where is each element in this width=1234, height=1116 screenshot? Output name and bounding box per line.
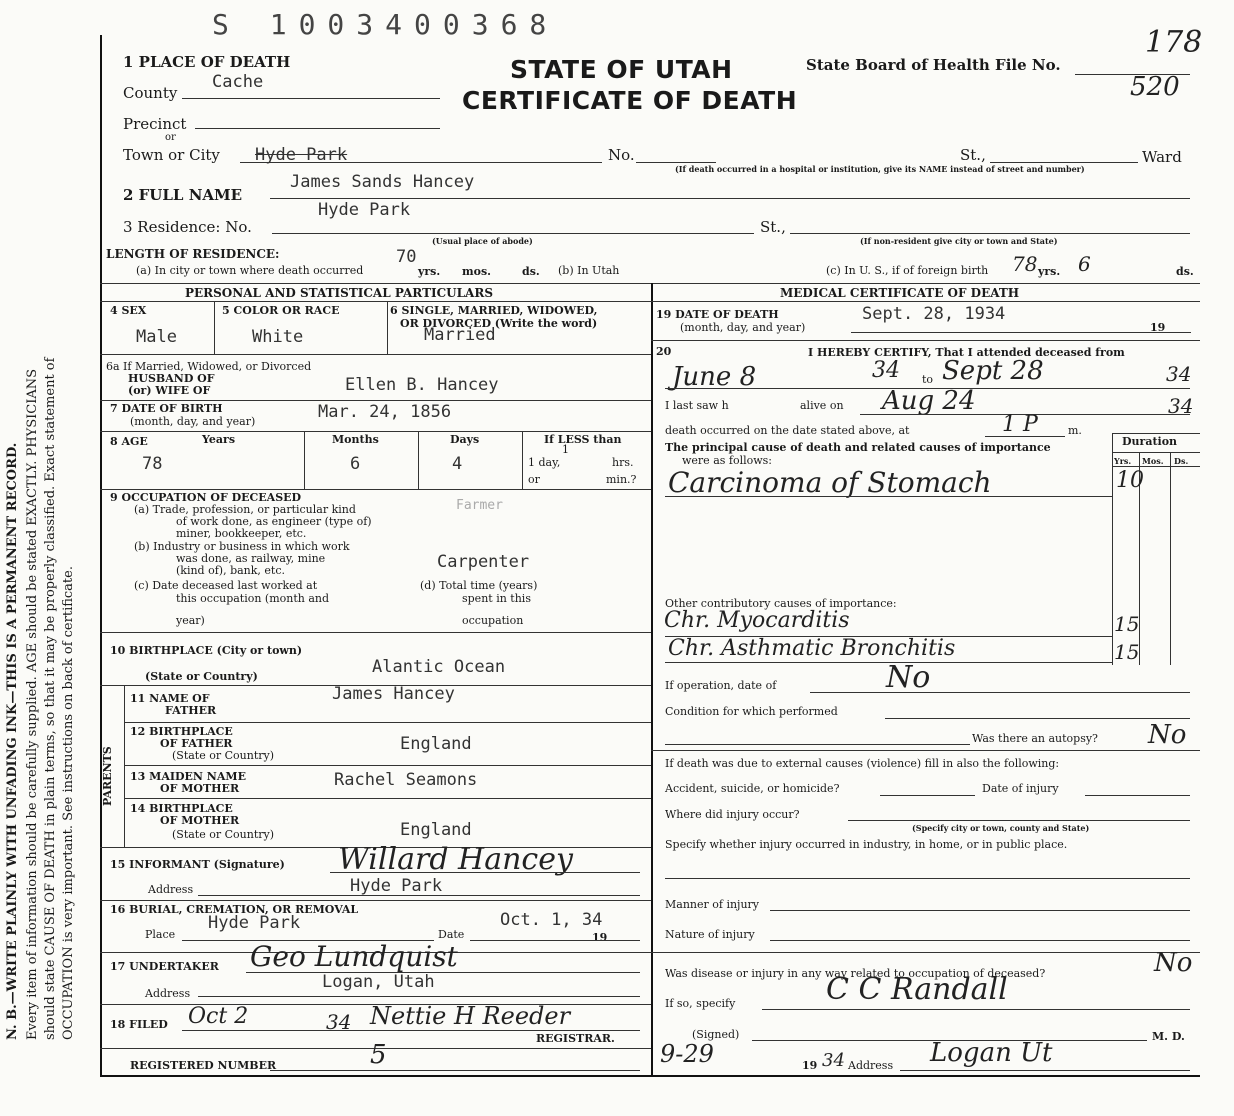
birthplace-value: Alantic Ocean xyxy=(372,657,506,677)
town-value: Hyde Park xyxy=(255,145,348,165)
sex-value: Male xyxy=(136,327,177,347)
medical-heading: MEDICAL CERTIFICATE OF DEATH xyxy=(780,286,1020,300)
ward-label: Ward xyxy=(1142,148,1182,166)
undertaker-signature: Geo Lundquist xyxy=(250,940,458,973)
father-birthplace: England xyxy=(400,734,472,754)
contributory-cause-1: Chr. Myocarditis xyxy=(664,608,850,633)
occupation-related-value: No xyxy=(1154,948,1193,978)
filed-year: 34 xyxy=(326,1010,352,1034)
state-title: STATE OF UTAH xyxy=(510,55,733,84)
undertaker-address: Logan, Utah xyxy=(322,972,435,992)
personal-heading: PERSONAL AND STATISTICAL PARTICULARS xyxy=(185,286,494,300)
spouse-value: Ellen B. Hancey xyxy=(345,375,499,395)
color-value: White xyxy=(252,327,304,347)
county-label: County xyxy=(123,84,178,102)
parents-label: PARENTS xyxy=(101,746,114,806)
age-days: 4 xyxy=(452,454,463,474)
margin-instruction-3: should state CAUSE OF DEATH in plain terms, so that it may be properly classified. Exact statement of xyxy=(43,357,58,1040)
operation-value: No xyxy=(886,660,931,695)
burial-place: Hyde Park xyxy=(208,913,301,933)
margin-instruction-2: Every item of information should be carefully supplied. AGE should be stated EXACTLY. PHYSICIANS xyxy=(25,368,40,1040)
file-no-bottom: 520 xyxy=(1130,72,1180,102)
duration-label: Duration xyxy=(1122,435,1178,448)
residence-years: 70 xyxy=(396,247,417,267)
hospital-note: (If death occurred in a hospital or institution, give its NAME instead of street and number) xyxy=(675,164,1085,174)
age-years: 78 xyxy=(142,454,163,474)
father-name: James Hancey xyxy=(332,684,455,704)
physician-signature: C C Randall xyxy=(826,972,1008,1007)
marital-value: Married xyxy=(424,325,496,345)
bottom-border xyxy=(100,1075,1200,1077)
residence-st-label: St., xyxy=(760,218,786,236)
residence-value: Hyde Park xyxy=(318,200,411,220)
informant-address: Hyde Park xyxy=(350,876,443,896)
no-label: No. xyxy=(608,146,635,164)
informant-signature: Willard Hancey xyxy=(338,842,573,877)
occupation-value: Farmer xyxy=(456,498,503,513)
autopsy-value: No xyxy=(1148,720,1187,750)
contributory-cause-2: Chr. Asthmatic Bronchitis xyxy=(668,636,956,661)
mother-name: Rachel Seamons xyxy=(334,770,478,790)
attended-to: Sept 28 xyxy=(942,356,1044,386)
st-label: St., xyxy=(960,146,986,164)
file-no-label: State Board of Health File No. xyxy=(806,56,1061,74)
mother-birthplace: England xyxy=(400,820,472,840)
serial-number: S 1003400368 xyxy=(212,8,559,41)
margin-instruction-4: OCCUPATION is very important. See instructions on back of certificate. xyxy=(61,566,76,1040)
precinct-label: Precinct xyxy=(123,115,187,133)
signed-date: 9-29 xyxy=(660,1040,714,1068)
county-value: Cache xyxy=(212,72,264,92)
last-saw-alive: Aug 24 xyxy=(882,386,976,416)
death-certificate: S 1003400368 N. B.—WRITE PLAINLY WITH UNFADING INK—THIS IS A PERMANENT RECORD. Every item of information should be carefully supplied. AGE should be stated EXACTLY. PHYSICIANS should state CAUSE OF DEATH in plain terms, so that it may be properly classified. Exact statement of OCCUPATION is very important. See instructions on back of certificate. 1 PLACE OF DEATH STATE OF UTAH CERTIFICATE OF DEATH State Board of Health File No. 178 520 County Cache Precinct or Town or City Hyde Park No. St., Ward (If death occurred in a hospital or institution, give its NAME instead of street and number) 2 FULL NAME James Sands Hancey 3 Residence: No. Hyde Park St., (Usual place of abode) (If non-resident give city or town and State) LENGTH OF RESIDENCE: (a) In city or town where death occurred 70 yrs. mos. ds. (b) In Utah (c) In U. S., if of foreign birth 78 yrs. 6 ds. PERSONAL AND STATISTICAL PARTICULARS 4 SEX Male 5 COLOR OR RACE White 6 SINGLE, MARRIED, WIDOWED, OR DIVORCED (Write the word) Married 6a If Married, Widowed, or Divorced HUSBAND OF (or) WIFE OF Ellen B. Hancey 7 DATE OF BIRTH (month, day, and year) Mar. 24, 1856 8 AGE Years 78 Months 6 Days 4 If LESS than 1 1 day, hrs. or min.? 9 OCCUPATION OF DECEASED (a) Trade, profession, or particular kind of work done, as engineer (type of) miner, bookkeeper, etc. Farmer (b) Industry or business in which work was done, as railway, mine (kind of), bank, etc. Carpenter (c) Date deceased last worked at this occupation (month and year) (d) Total time (years) spent in this occupation 10 BIRTHPLACE (City or town) (State or Country) Alantic Ocean PARENTS 11 NAME OF FATHER James Hancey 12 BIRTHPLACE OF FATHER (State or Country) England 13 MAIDEN NAME OF MOTHER Rachel Seamons 14 BIRTHPLACE OF MOTHER (State or Country) England 15 INFORMANT (Signature) Willard Hancey Address Hyde Park 16 BURIAL, CREMATION, OR REMOVAL Place Hyde Park Date Oct. 1, 34 19 17 UNDERTAKER Geo Lundquist Address Logan, Utah 18 FILED Oct 2 34 Nettie H Reeder REGISTRAR. REGISTERED NUMBER 5 MEDICAL CERTIFICATE OF DEATH 19 DATE OF DEATH (month, day, and year) Sept. 28, 1934 19 20 I HEREBY CERTIFY, That I attended deceased from June 8 34 to Sept 28 34 I last saw h alive on Aug 24 34 death occurred on the date stated above, at 1 P m. The principal cause of death and related causes of importance were as follows: Duration Yrs. Mos. Ds. Carcinoma of Stomach 10 Other contributory causes of importance: Chr. Myocarditis 15 Chr. Asthmatic Bronchitis 15 If operation, date of No Condition for which performed Was there an autopsy? No If death was due to external causes (violence) fill in also the following: Accident, suicide, or homicide? Date of injury Where did injury occur? (Specify city or town, county and State) Specify whether injury occurred in industry, in home, or in public place. Manner of injury Nature of injury Was disease or injury in any way related to occupation of deceased? No If so, specify C C Randall (Signed) M. D. 9-29 19 34 Address Logan Ut xyxy=(0,0,1234,1116)
us-months: 6 xyxy=(1078,252,1091,276)
attended-from: June 8 xyxy=(672,362,757,392)
dob-value: Mar. 24, 1856 xyxy=(318,402,452,422)
place-of-death-heading: 1 PLACE OF DEATH xyxy=(123,53,291,71)
industry-value: Carpenter xyxy=(437,552,530,572)
town-label: Town or City xyxy=(123,146,220,164)
registered-number: 5 xyxy=(370,1040,387,1070)
file-no-top: 178 xyxy=(1145,25,1203,60)
residence-label: 3 Residence: No. xyxy=(123,218,252,236)
age-months: 6 xyxy=(350,454,361,474)
filed-date: Oct 2 xyxy=(188,1004,249,1029)
certificate-title: CERTIFICATE OF DEATH xyxy=(462,86,798,115)
margin-instruction-1: N. B.—WRITE PLAINLY WITH UNFADING INK—THIS IS A PERMANENT RECORD. xyxy=(5,442,20,1040)
full-name-value: James Sands Hancey xyxy=(290,172,475,192)
date-of-death: Sept. 28, 1934 xyxy=(862,304,1006,324)
physician-address: Logan Ut xyxy=(930,1038,1053,1068)
left-border xyxy=(100,35,102,1075)
burial-date: Oct. 1, 34 xyxy=(500,910,603,930)
length-residence-label: LENGTH OF RESIDENCE: xyxy=(106,247,280,261)
us-years: 78 xyxy=(1012,252,1038,276)
cause-duration: 10 xyxy=(1116,468,1144,493)
cause-of-death: Carcinoma of Stomach xyxy=(668,466,992,499)
registrar-signature: Nettie H Reeder xyxy=(370,1002,571,1030)
column-divider xyxy=(651,283,653,1075)
time-of-death: 1 P xyxy=(1002,412,1038,437)
full-name-label: 2 FULL NAME xyxy=(123,186,243,204)
